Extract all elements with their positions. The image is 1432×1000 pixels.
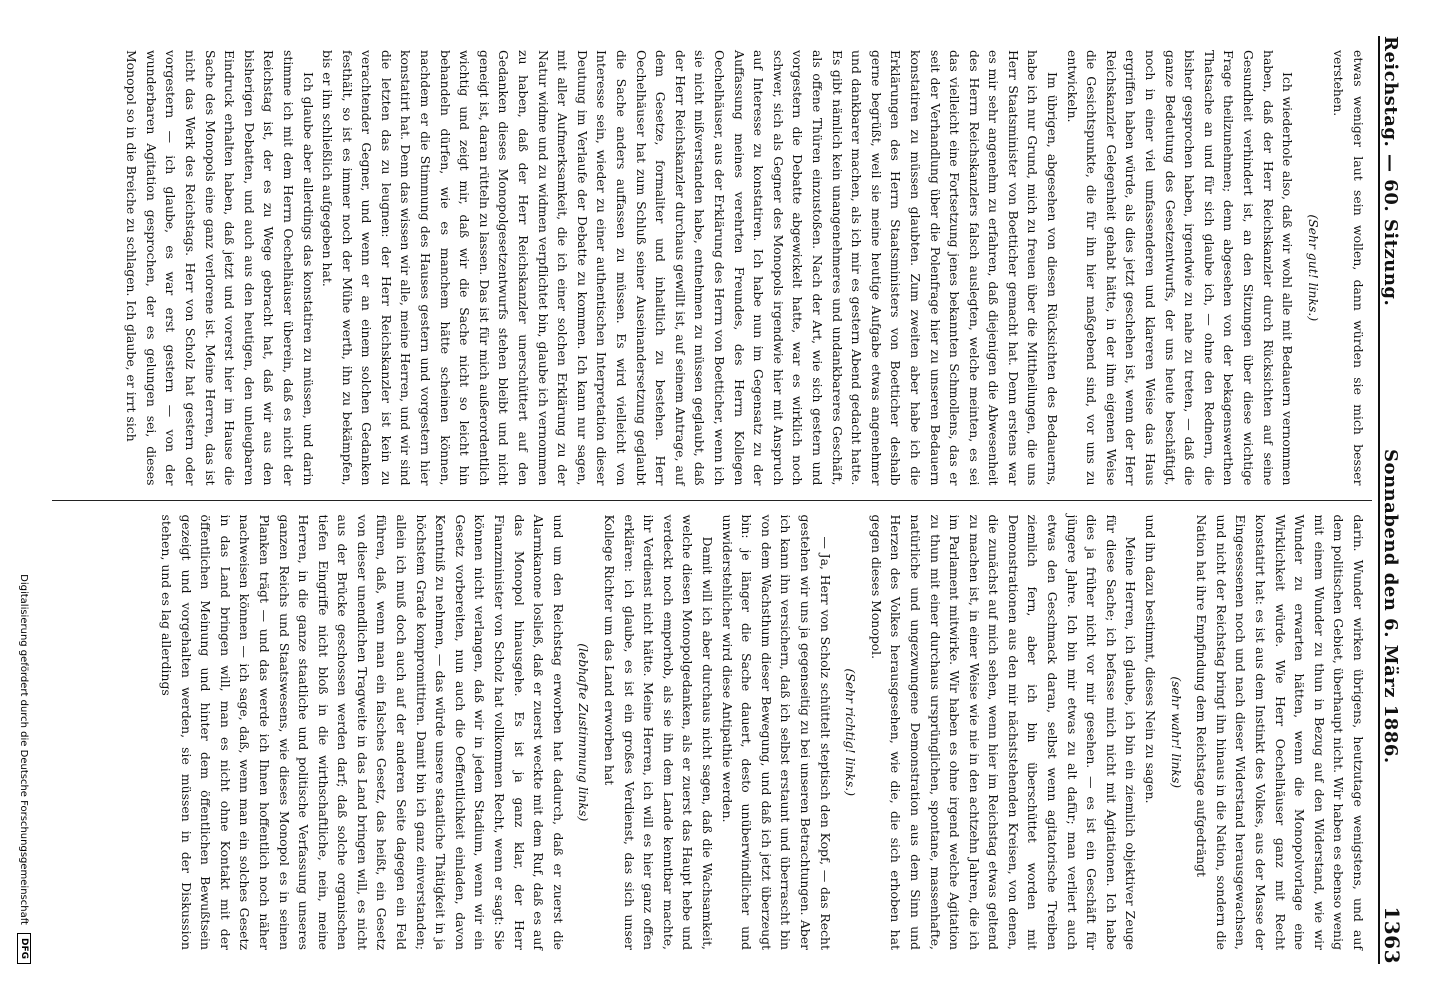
paragraph: etwas weniger laut sein wollen, dann würden sie mich besser verstehen. (1331, 50, 1366, 486)
paragraph: darin. Wunder wirken übrigens, heutzutage wenigstens, und auf dem politischen Gebiet, überhaupt nicht. Wir haben es ebenso wenig mit einem Wunder zu thun in Bezug auf den Widerstand, wie wir Wunder zu erwarten hätten, wenn die Monopolvorlage eine Wirklichkeit würde. Wie Herr Oechelhäuser ganz mit Recht konstatirt hat: es ist aus dem Instinkt des Volkes, aus der Masse der Eingesessenen noch und nach dieser Widerstand herausgewachsen, und nicht der Reichstag bringt ihn hinaus in die Nation, sondern die Nation hat ihre Empfindung dem Reichstage aufgedrängt (1194, 514, 1366, 950)
paragraph: und ihn dazu bestimmt, dieses Nein zu sagen. (1143, 514, 1159, 804)
column-left (52, 36, 1372, 500)
page-header (1378, 36, 1410, 964)
paragraph: und um den Reichstag erworben hat dadurch, daß er zuerst die Alarmkanone losließ, daß er zuerst weckte mit dem Ruf, daß es auf das Monopol hinausgehe. Es ist ja ganz klar, der Herr Finanzminister von Scholz hat vollkommen Recht, wenn er sagt: Sie können nicht verlangen, daß wir in jedem Stadium, wenn wir ein Gesetz vorbereiten, nun auch die Oeffentlichkeit einladen, davon Kenntniß zu nehmen, — das würde unsere staatliche Thätigkeit in ja höchstem Grade kompromittiren. Damit bin ich ganz einverstanden; allein ich muß doch auch auf der anderen Seite dagegen ein Feld führen, daß, wenn man ein falsches Gesetz, das heißt, ein Gesetz von dieser unendlichen Tragweite in das Land bringen will, es nicht aus der Brücke geschossen werden darf; daß solche organischen tiefen Eingriffe nicht bloß in die wirthschaftliche, nein, meine Herren, in die ganze staatliche und politische Verfassung unseres ganzen Reichs und Staatswesens, wie dieses Monopol es in seinen Planken trägt — und das werde ich Ihnen hoffentlich noch näher nachweisen können — ich sage, daß, wenn man ein solches Gesetz in das Land bringen will, man es nicht ohne Kontakt mit der öffentlichen Meinung und hinter dem öffentlichen Bewußtsein gezeigt und vorgehalten werden, sie müssen in der Diskussion stehen, und es lag allerdings (158, 514, 566, 950)
paragraph: Damit will ich aber durchaus nicht sagen, daß die Wachsamkeit, welche diesen Monopolgedanken, als er zuerst das Haupt hebe und verdeckt noch emporhob, als sie ihn dem Lande kenntbar machte, ihr Verdienst nicht hätte. Meine Herren, ich will es hier ganz offen erklären: ich glaube, es ist ein großes Verdienst, das sich unser Kollege Richter um das Land erworben hat (602, 514, 715, 950)
header-date: Sonnabend den 6. März 1886. (1380, 448, 1401, 764)
column-right (52, 500, 1372, 965)
dfg-logo: DFG (17, 933, 31, 964)
paragraph: Ich glaube aber allerdings das konstatiren zu müssen, und darin stimme ich mit dem Herrn Oechelhäuser überein, daß es nicht der Reichstag ist, der es zu Wege gebracht hat, daß wir aus den bisherigen Debatten, und auch aus den heutigen, den unleugbaren Eindruck erhalten haben, daß jetzt und vorerst hier im Hause die Sache des Monopols eine ganz verlorene ist. Meine Herren, das ist nicht das Werk des Reichstags. Herr von Scholz hat gestern oder vorgestern — ich glaube, es war erst gestern — von der wunderbaren Agitation gesprochen, der es gelungen sei, dieses Monopol so in die Breiche zu schlagen. Ich glaube, er irrt sich (124, 50, 316, 486)
interjection: (lebhafte Zustimmung links) (576, 643, 592, 822)
paragraph: Ich wiederhole also, daß wir wohl alle mit Bedauern vernommen haben, daß der Herr Reichskanzler durch Rücksichten auf seine Gesundheit verhindert ist, an den Sitzungen über diese wichtige Frage theilzunehmen; denn abgesehen von der bekagenswerthen Thatsache an und für sich glaube ich, — ohne den Rednern, die bisher gesprochen haben, irgendwie zu nahe zu treten, — daß die ganze Bedeutung des Gesetzentwurfs, der uns heute beschäftigt, noch in einer viel umfassenderen und klareren Weise das Haus ergriffen haben würde, als dies jetzt geschehen ist, wenn der Herr Reichskanzler Gelegenheit gehabt hätte, in der ihm eigenen Weise die Gesichtspunkte, die für ihn hier maßgebend sind, vor uns zu entwickeln. (1064, 50, 1296, 486)
paragraph: — Ja, Herr von Scholz schüttelt steptisch den Kopf, — das Recht gestehen wir uns ja gegenseitig zu bei unseren Betrachtungen. Aber ich kann ihn versichern, daß ich selbst erstaunt und überrascht bin von dem Wachsthum dieser Bewegung, und daß ich jetzt überzeugt bin: je länger die Sache dauert, desto unüberwindlicher und unwiderstehlicher wird diese Antipathie werden. (719, 514, 833, 950)
page-number: 1363 (1380, 906, 1404, 964)
header-session: Reichstag. — 60. Sitzung. (1380, 36, 1401, 307)
paragraph: Im übrigen, abgesehen von diesen Rücksichten des Bedauerns, habe ich nur Grund, mich zu freuen über die Mittheilungen, die uns Herr Staatsminister von Boetticher gemacht hat. Denn erstens war es mir sehr angenehm zu erfahren, daß diejenigen die Abwesenheit des Herrn Reichskanzlers falsch auslegten, welche meinten, es sei das vielleicht eine Fortsetzung jenes bekannten Schmollens, das er seit der Verhandlung über die Polenfrage hier zu unseren Bedauern konstatiren zu müssen glaubten. Zum zweiten aber habe ich die Erklärungen des Herrn Staatsministers von Boetticher deshalb gerne begrüßt, weil sie meine heutige Aufgabe etwas angenehmer und dankbarer machen, als ich mir es gestern Abend gedacht hatte. Es gibt nämlich kein unangenehmeres und undankbareres Geschäft, als offene Thüren einzustoßen. Nach der Art, wie sich gestern und vorgestern die Debatte abgewickelt hatte, war es wirklich noch schwer, sich als Gegner des Monopols irgendwie hier mit Anspruch auf Interesse zu konstatiren. Ich habe nun im Gegensatz zu der Auffassung meines verehrten Freundes, des Herrn Kollegen Oechelhäuser, aus der Erklärung des Herrn von Boetticher, wenn ich sie nicht mißverstanden habe, entnehmen zu müssen geglaubt, daß der Herr Reichskanzler durchaus gewillt ist, auf seinem Antrage, auf dem Gesetze, formaliter und inhaltlich zu bestehen. Herr Oechelhäuser hat zum Schluß seiner Auseinandersetzung geglaubt die Sache anders auffassen zu müssen. Es wird vielleicht von Interesse sein, wieder zu einer authentischen Interpretation dieser Deutung im Verlaufe der Debatte zu kommen. Ich kann nur sagen, mit aller Aufmerksamkeit, die ich einer solchen Erklärung zu der Natur widme und zu widmen verpflichtet bin, glaube ich vernommen zu haben, daß der Herr Reichskanzler unerschüttert auf den Gedanken dieses Monopolgesetzentwurfs stehen bleibt und nicht geneigt ist, daran rütteln zu lassen. Das ist für mich außerordentlich wichtig und zeigt mir, daß wir die Sache nicht so leicht hin behandeln dürfen, wie es manchem hätte scheinen können, nachdem er die Stimmung des Hauses gestern und vorgestern hier konstatirt hat. Denn das wissen wir alle, meine Herren, und wir sind die letzten das zu leugnen: der Herr Reichskanzler ist kein zu verachtender Gegner, und wenn er an einem solchen Gedanken festhält, so ist es immer noch der Mühe werth, ihn zu bekämpfen, bis er ihn schließlich aufgegeben hat. (320, 50, 1061, 486)
paragraph: Meine Herren, ich glaube, ich bin ein ziemlich objektiver Zeuge für diese Sache; ich befasse mich nicht mit Agitationen. Ich habe dies ja früher nicht vor mir gesehen. — es ist ein Geschäft für jüngere Jahre. Ich bin mir etwas zu alt dafür; man verliert auch etwas den Geschmack daran, selbst wenn agitatorische Treiben ziemlich fern, aber ich bin überschüttet worden mit Demonstrationen aus den mir nächststehenden Kreisen, von denen, die zunächst auf mich sehen, wenn hier im Reichstag etwas geltend zu machen ist, in einer Weise wie nie in den achtzehn Jahren, die ich im Parlament mitwirke. Wir haben es ohne irgend welche Agitation zu thun mit einer durchaus ursprünglichen, spontane, massenhafte, natürliche und ungezwungene Demonstration aus dem Sinn und Herzen des Volkes herausgesehen, wie die, die sich erhoben hat gegen dieses Monopol. (868, 514, 1139, 950)
page-footer (14, 36, 34, 964)
digitization-note: Digitalisierung gefördert durch die Deutsche Forschungsgemeinschaft (18, 574, 30, 925)
text-columns (52, 36, 1372, 964)
interjection: (sehr wahr! links) (1168, 676, 1184, 789)
interjection: (Sehr richtig! links.) (843, 668, 859, 797)
interjection: (Sehr gut! links.) (1305, 214, 1321, 322)
